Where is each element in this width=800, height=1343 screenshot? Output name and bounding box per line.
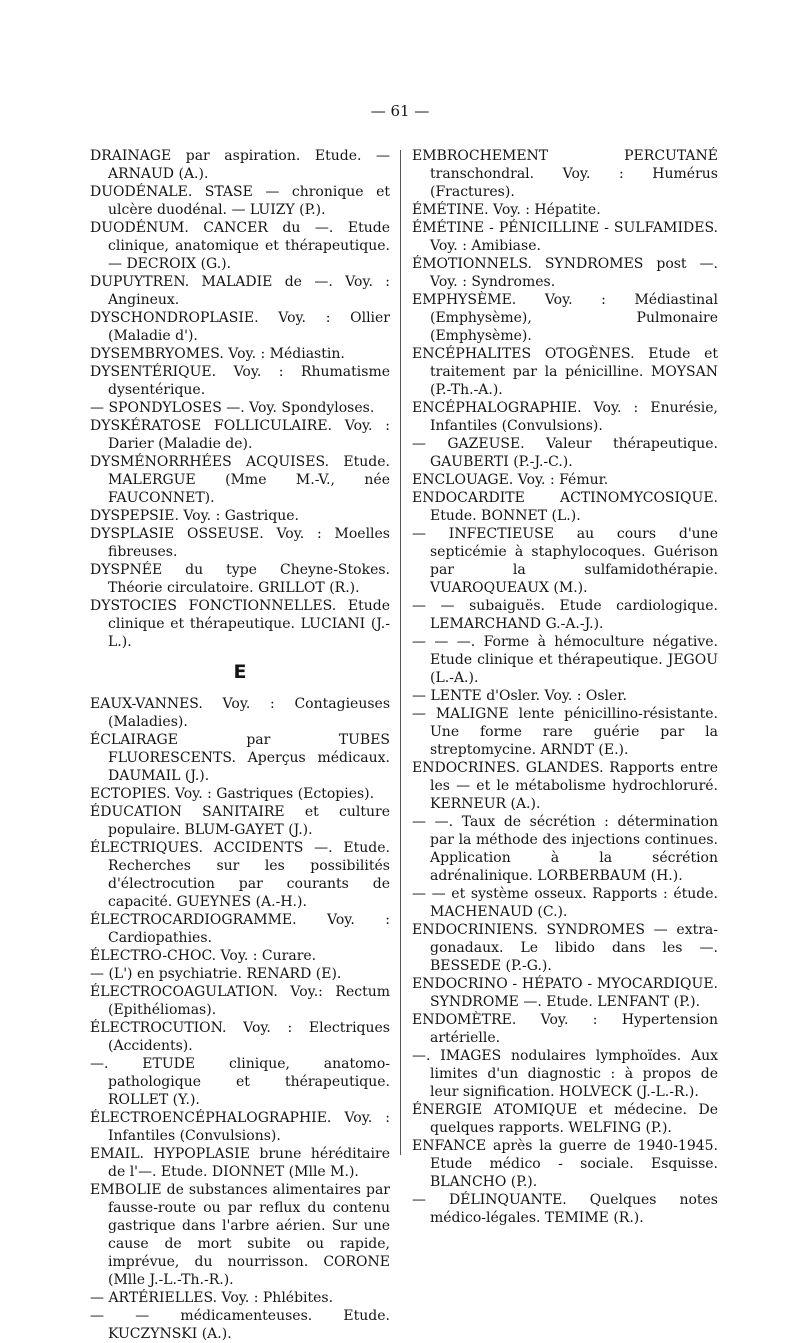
index-entry: ENDOCRINIENS. SYNDROMES — extra-gonadaux. Le libido dans les —. BESSEDE (P.-G.). — [412, 922, 718, 974]
index-entry: ÉMOTIONNELS. SYNDROMES post —. Voy. : Syndromes. — [412, 256, 718, 290]
index-entry: ENCÉPHALITES OTOGÈNES. Etude et traitement par la pénicilline. MOYSAN (P.-Th.-A.). — [412, 346, 718, 398]
page-number: — 61 — — [370, 102, 430, 120]
index-entry: DYSKÉRATOSE FOLLICULAIRE. Voy. : Darier (Maladie de). — [90, 418, 390, 452]
index-entry: ENCÉPHALOGRAPHIE. Voy. : Enurésie, Infantiles (Convulsions). — [412, 400, 718, 434]
index-entry: — INFECTIEUSE au cours d'une septicémie à staphylocoques. Guérison par la sulfamidothérapie. VUAROQUEAUX (M.). — [412, 526, 718, 596]
index-entry: DYSPNÉE du type Cheyne-Stokes. Théorie circulatoire. GRILLOT (R.). — [90, 562, 390, 596]
index-entry: ÉMÉTINE - PÉNICILLINE - SULFAMIDES. Voy. : Amibiase. — [412, 220, 718, 254]
index-entry: DUPUYTREN. MALADIE de —. Voy. : Angineux. — [90, 274, 390, 308]
index-entry: — — et système osseux. Rapports : étude. MACHENAUD (C.). — [412, 886, 718, 920]
index-entry: EMBOLIE de substances alimentaires par fausse-route ou par reflux du contenu gastrique dans l'arbre aérien. Sur une cause de mort subite ou rapide, imprévue, du nourrisson. CORONE (Mlle J.-L.-Th.-R.). — [90, 1182, 390, 1288]
index-entry: ECTOPIES. Voy. : Gastriques (Ectopies). — [90, 786, 375, 802]
index-entry: ÉLECTROCUTION. Voy. : Electriques (Accidents). — [90, 1020, 390, 1054]
index-entry: DUODÉNALE. STASE — chronique et ulcère duodénal. — LUIZY (P.). — [90, 184, 390, 218]
index-entry: — ARTÉRIELLES. Voy. : Phlébites. — [90, 1290, 334, 1306]
index-entry: DYSMÉNORRHÉES ACQUISES. Etude. MALERGUE (Mme M.-V., née FAUCONNET). — [90, 454, 390, 506]
index-entry: — MALIGNE lente pénicillino-résistante. Une forme rare guérie par la streptomycine. ARNDT (E.). — [412, 706, 718, 758]
index-entry: ÉLECTROCOAGULATION. Voy.: Rectum (Epithéliomas). — [90, 984, 390, 1018]
index-entry: ÉLECTROCARDIOGRAMME. Voy. : Cardiopathies. — [90, 912, 390, 946]
index-entry: DUODÉNUM. CANCER du —. Etude clinique, anatomique et thérapeutique. — DECROIX (G.). — [90, 220, 390, 272]
index-entries-right — [412, 147, 718, 1227]
index-entry: — DÉLINQUANTE. Quelques notes médico-légales. TEMIME (R.). — [412, 1192, 718, 1226]
index-entry: — LENTE d'Osler. Voy. : Osler. — [412, 688, 627, 704]
column-divider — [400, 150, 401, 1155]
index-entry: ENDOMÈTRE. Voy. : Hypertension artérielle. — [412, 1012, 718, 1046]
index-entries-d — [90, 147, 390, 651]
index-entry: DRAINAGE par aspiration. Etude. — ARNAUD (A.). — [90, 148, 390, 182]
index-entry: — SPONDYLOSES —. Voy. Spondyloses. — [90, 400, 375, 416]
index-entry: ENDOCARDITE ACTINOMYCOSIQUE. Etude. BONNET (L.). — [412, 490, 718, 524]
index-entries-e — [90, 695, 390, 1343]
index-entry: ÉMÉTINE. Voy. : Hépatite. — [412, 202, 601, 218]
index-entry: DYSPEPSIE. Voy. : Gastrique. — [90, 508, 299, 524]
index-entry: ÉNERGIE ATOMIQUE et médecine. De quelques rapports. WELFING (P.). — [412, 1102, 718, 1136]
index-entry: ENDOCRINO - HÉPATO - MYOCARDIQUE. SYNDROME —. Etude. LENFANT (P.). — [412, 976, 718, 1010]
index-entry: ÉLECTROENCÉPHALOGRAPHIE. Voy. : Infantiles (Convulsions). — [90, 1110, 390, 1144]
index-entry: DYSPLASIE OSSEUSE. Voy. : Moelles fibreuses. — [90, 526, 390, 560]
index-entry: DYSCHONDROPLASIE. Voy. : Ollier (Maladie d'). — [90, 310, 390, 344]
index-entry: ÉCLAIRAGE par TUBES FLUORESCENTS. Aperçus médicaux. DAUMAIL (J.). — [90, 732, 390, 784]
index-entry: ENDOCRINES. GLANDES. Rapports entre les — et le métabolisme hydrochloruré. KERNEUR (A.). — [412, 760, 718, 812]
index-entry: —. IMAGES nodulaires lymphoïdes. Aux limites d'un diagnostic : à propos de leur signification. HOLVECK (J.-L.-R.). — [412, 1048, 718, 1100]
index-entry: —. ETUDE clinique, anatomo-pathologique et thérapeutique. ROLLET (Y.). — [90, 1056, 390, 1108]
index-entry: ENCLOUAGE. Voy. : Fémur. — [412, 472, 609, 488]
index-entry: — —. Taux de sécrétion : détermination par la méthode des injections continues. Application à la sécrétion adrénalinique. LORBERBAUM (H.). — [412, 814, 718, 884]
index-entry: — (L') en psychiatrie. RENARD (E). — [90, 966, 342, 982]
section-letter-heading: E — [233, 661, 247, 683]
index-entry: — — médicamenteuses. Etude. KUCZYNSKI (A.). — [90, 1308, 390, 1342]
index-entry: DYSTOCIES FONCTIONNELLES. Etude clinique et thérapeutique. LUCIANI (J.-L.). — [90, 598, 390, 650]
index-entry: — — subaiguës. Etude cardiologique. LEMARCHAND G.-A.-J.). — [412, 598, 718, 632]
right-column — [412, 147, 718, 1227]
index-entry: ÉLECTRIQUES. ACCIDENTS —. Etude. Recherches sur les possibilités d'électrocution par courants de capacité. GUEYNES (A.-H.). — [90, 840, 390, 910]
index-entry: ENFANCE après la guerre de 1940-1945. Etude médico - sociale. Esquisse. BLANCHO (P.). — [412, 1138, 718, 1190]
index-entry: DYSENTÉRIQUE. Voy. : Rhumatisme dysentérique. — [90, 364, 390, 398]
left-column — [90, 147, 390, 1343]
index-entry: EMAIL. HYPOPLASIE brune héréditaire de l'—. Etude. DIONNET (Mlle M.). — [90, 1146, 390, 1180]
index-entry: EAUX-VANNES. Voy. : Contagieuses (Maladies). — [90, 696, 390, 730]
index-entry: DYSEMBRYOMES. Voy. : Médiastin. — [90, 346, 345, 362]
index-entry: EMPHYSÈME. Voy. : Médiastinal (Emphysème), Pulmonaire (Emphysème). — [412, 292, 718, 344]
index-entry: — — —. Forme à hémoculture négative. Etude clinique et thérapeutique. JEGOU (L.-A.). — [412, 634, 718, 686]
index-entry: ÉLECTRO-CHOC. Voy. : Curare. — [90, 948, 317, 964]
index-entry: — GAZEUSE. Valeur thérapeutique. GAUBERTI (P.-J.-C.). — [412, 436, 718, 470]
index-entry: EMBROCHEMENT PERCUTANÉ transchondral. Voy. : Humérus (Fractures). — [412, 148, 718, 200]
index-entry: ÉDUCATION SANITAIRE et culture populaire. BLUM-GAYET (J.). — [90, 804, 390, 838]
